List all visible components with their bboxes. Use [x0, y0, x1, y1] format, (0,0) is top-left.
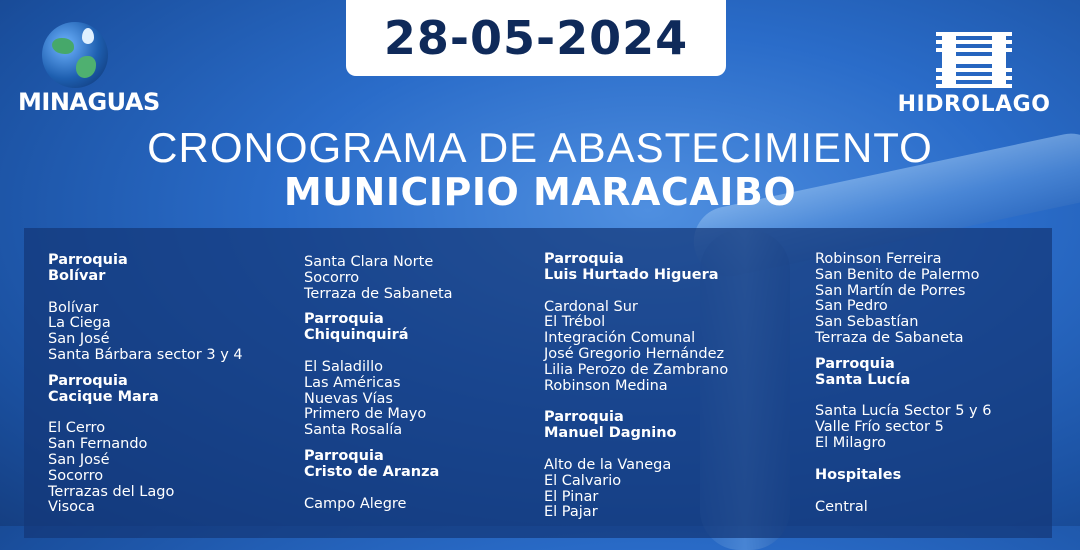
sector-item: San Sebastían [815, 314, 919, 331]
sector-item: Lilia Perozo de Zambrano [544, 361, 729, 378]
parroquia-name: Bolívar [48, 267, 106, 284]
date-banner [346, 0, 726, 76]
sector-item: Santa Lucía Sector 5 y 6 [815, 403, 992, 420]
sector-item: Socorro [48, 467, 104, 484]
hospitales-heading: Hospitales [815, 466, 902, 483]
sector-item: San Benito de Palermo [815, 266, 980, 283]
sector-item: San José [48, 451, 110, 468]
sector-item: Terraza de Sabaneta [815, 329, 964, 346]
water-drop-icon [82, 28, 94, 44]
sector-item: El Calvario [544, 472, 622, 489]
sector-item: Santa Bárbara sector 3 y 4 [48, 346, 243, 363]
sector-item: El Trébol [544, 314, 606, 331]
hidrolago-logo [884, 30, 1064, 120]
sector-item: San José [48, 331, 110, 348]
sector-item: Primero de Mayo [304, 406, 427, 423]
sector-item: Santa Rosalía [304, 422, 403, 439]
parroquia-name: Cristo de Aranza [304, 463, 440, 480]
schedule-column-4 [815, 252, 991, 515]
hidrolago-h-icon [936, 30, 1012, 90]
sector-item: Terraza de Sabaneta [304, 285, 453, 302]
sector-item: Las Américas [304, 374, 401, 391]
sector-item: Bolívar [48, 299, 99, 316]
sector-item: Terrazas del Lago [48, 483, 175, 500]
parroquia-label: Parroquia [48, 252, 128, 268]
sector-item: Socorro [304, 269, 360, 286]
sector-item: Visoca [48, 499, 95, 516]
sector-item: El Saladillo [304, 358, 383, 375]
minaguas-wordmark: MINAGUAS [18, 88, 160, 116]
hidrolago-wordmark: HIDROLAGO [897, 92, 1051, 117]
parroquia-label: Parroquia [815, 355, 895, 372]
sector-item: Robinson Medina [544, 377, 668, 394]
sector-item: La Ciega [48, 315, 111, 332]
sector-item: El Milagro [815, 434, 886, 451]
parroquia-label: Parroquia [544, 409, 624, 426]
sector-item: José Gregorio Hernández [544, 345, 725, 362]
minaguas-logo [18, 18, 160, 118]
sector-item: Santa Clara Norte [304, 254, 434, 270]
sector-item: San Pedro [815, 298, 888, 315]
sector-item: Robinson Ferreira [815, 251, 942, 267]
parroquia-label: Parroquia [544, 251, 624, 267]
sector-item: El Pajar [544, 504, 598, 521]
sector-item: El Cerro [48, 420, 106, 437]
parroquia-name: Chiquinquirá [304, 327, 409, 344]
page-subtitle: MUNICIPIO MARACAIBO [283, 170, 797, 214]
sector-item: San Martín de Porres [815, 282, 966, 299]
page-title: CRONOGRAMA DE ABASTECIMIENTO [147, 124, 933, 171]
sector-item: El Pinar [544, 488, 599, 505]
parroquia-label: Parroquia [48, 372, 128, 389]
sector-item: Central [815, 498, 868, 515]
parroquia-name: Santa Lucía [815, 371, 911, 388]
globe-icon [42, 22, 108, 88]
parroquia-label: Parroquia [304, 447, 384, 464]
sector-item: San Fernando [48, 436, 148, 453]
parroquia-name: Cacique Mara [48, 388, 159, 405]
sector-item: Alto de la Vanega [544, 456, 672, 473]
parroquia-label: Parroquia [304, 311, 384, 328]
sector-item: Nuevas Vías [304, 390, 393, 407]
schedule-column-1 [48, 253, 243, 516]
sector-item: Integración Comunal [544, 330, 696, 347]
parroquia-name: Luis Hurtado Higuera [544, 266, 719, 283]
sector-item: Valle Frío sector 5 [815, 419, 944, 436]
schedule-column-3 [544, 252, 728, 521]
sector-item: Campo Alegre [304, 495, 407, 512]
schedule-column-2 [304, 255, 453, 512]
parroquia-name: Manuel Dagnino [544, 425, 677, 442]
sector-item: Cardonal Sur [544, 298, 638, 315]
date-text: 28-05-2024 [383, 11, 689, 65]
